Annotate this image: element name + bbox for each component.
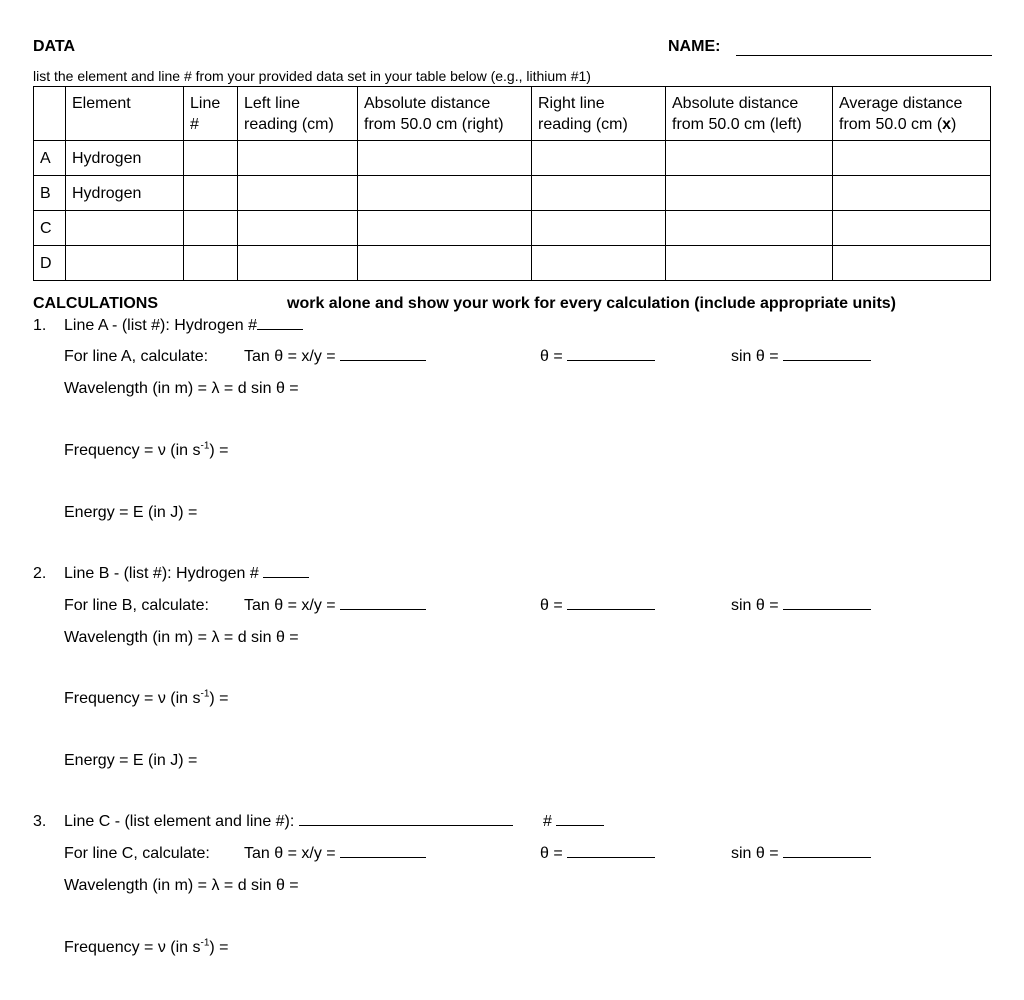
col-header-text: x <box>942 116 952 133</box>
item-2-tan <box>244 597 426 615</box>
frequency-exponent: -1 <box>200 440 210 452</box>
data-heading: DATA <box>33 38 76 55</box>
tan-text: Tan θ = x/y = <box>244 845 336 862</box>
frequency-text-end: ) = <box>209 939 229 956</box>
line-c-number-field[interactable] <box>556 825 604 826</box>
element-cell[interactable] <box>66 246 184 281</box>
col-header-text: Absolute distance <box>672 95 799 112</box>
sin-text: sin θ = <box>731 597 779 614</box>
table-row <box>34 246 991 281</box>
frequency-text-end: ) = <box>209 690 229 707</box>
line-label-text: Line B - (list #): Hydrogen # <box>64 565 259 582</box>
tan-text: Tan θ = x/y = <box>244 597 336 614</box>
abs-right-cell[interactable] <box>358 211 532 246</box>
right-reading-cell[interactable] <box>532 176 666 211</box>
line-c-element-field[interactable] <box>299 825 513 826</box>
item-2-theta <box>540 597 655 615</box>
frequency-text: Frequency = ν (in s <box>64 442 201 459</box>
col-header-line <box>184 87 238 141</box>
abs-left-cell[interactable] <box>666 176 833 211</box>
right-reading-cell[interactable] <box>532 141 666 176</box>
left-reading-cell[interactable] <box>238 211 358 246</box>
abs-right-cell[interactable] <box>358 246 532 281</box>
col-header-abs-left <box>666 87 833 141</box>
right-reading-cell[interactable] <box>532 211 666 246</box>
col-header-text: reading (cm) <box>538 116 628 133</box>
theta-field[interactable] <box>567 857 655 858</box>
name-field[interactable] <box>736 39 992 56</box>
item-3-hash <box>543 813 604 831</box>
left-reading-cell[interactable] <box>238 141 358 176</box>
line-cell[interactable] <box>184 176 238 211</box>
theta-text: θ = <box>540 845 563 862</box>
line-cell[interactable] <box>184 141 238 176</box>
item-1-number: 1. <box>33 317 47 334</box>
table-row <box>34 176 991 211</box>
row-label: C <box>34 211 66 246</box>
line-b-number-field[interactable] <box>263 577 309 578</box>
frequency-text-end: ) = <box>209 442 229 459</box>
row-label: B <box>34 176 66 211</box>
calculations-heading: CALCULATIONS <box>33 295 159 312</box>
element-cell[interactable]: Hydrogen <box>66 176 184 211</box>
average-cell[interactable] <box>833 211 991 246</box>
item-1-calc-label: For line A, calculate: <box>64 348 209 365</box>
line-label-text: Line A - (list #): Hydrogen # <box>64 317 257 334</box>
element-cell[interactable]: Hydrogen <box>66 141 184 176</box>
col-header-text: from 50.0 cm (right) <box>364 116 504 133</box>
col-header-text: ) <box>951 116 957 133</box>
item-2-frequency <box>64 690 229 708</box>
average-cell[interactable] <box>833 141 991 176</box>
col-header-text: Right line <box>538 95 605 112</box>
data-table <box>33 86 991 281</box>
left-reading-cell[interactable] <box>238 246 358 281</box>
col-header-text: Element <box>72 95 131 112</box>
item-3-tan <box>244 845 426 863</box>
item-1-tan <box>244 348 426 366</box>
table-row <box>34 211 991 246</box>
table-row <box>34 141 991 176</box>
abs-right-cell[interactable] <box>358 141 532 176</box>
item-3-wavelength: Wavelength (in m) = λ = d sin θ = <box>64 877 299 894</box>
item-1-wavelength: Wavelength (in m) = λ = d sin θ = <box>64 380 299 397</box>
theta-field[interactable] <box>567 609 655 610</box>
abs-left-cell[interactable] <box>666 211 833 246</box>
item-1-theta <box>540 348 655 366</box>
line-a-number-field[interactable] <box>257 329 303 330</box>
name-label: NAME: <box>668 38 721 55</box>
table-header-row <box>34 87 991 141</box>
item-3-calc-label: For line C, calculate: <box>64 845 210 862</box>
sin-field[interactable] <box>783 609 871 610</box>
hash-text: # <box>543 813 552 830</box>
item-3-sin <box>731 845 871 863</box>
item-2-energy: Energy = E (in J) = <box>64 752 198 769</box>
item-1-energy: Energy = E (in J) = <box>64 504 198 521</box>
sin-text: sin θ = <box>731 845 779 862</box>
item-2-number: 2. <box>33 565 47 582</box>
col-header-text: # <box>190 116 199 133</box>
tan-text: Tan θ = x/y = <box>244 348 336 365</box>
left-reading-cell[interactable] <box>238 176 358 211</box>
theta-text: θ = <box>540 348 563 365</box>
col-header-right-reading <box>532 87 666 141</box>
col-header-text: Line <box>190 95 221 112</box>
tan-field[interactable] <box>340 609 426 610</box>
average-cell[interactable] <box>833 246 991 281</box>
item-3-frequency <box>64 939 229 957</box>
sin-field[interactable] <box>783 360 871 361</box>
item-2-sin <box>731 597 871 615</box>
theta-field[interactable] <box>567 360 655 361</box>
line-label-text: Line C - (list element and line #): <box>64 813 295 830</box>
item-1-frequency <box>64 442 229 460</box>
col-header-text: Left line <box>244 95 301 112</box>
item-1-line-label <box>64 317 303 335</box>
col-header-average: Average distance from 50.0 cm (x) <box>833 87 991 141</box>
frequency-exponent: -1 <box>200 937 210 949</box>
abs-left-cell[interactable] <box>666 141 833 176</box>
sin-field[interactable] <box>783 857 871 858</box>
tan-field[interactable] <box>340 360 426 361</box>
table-instruction: list the element and line # from your provided data set in your table below (e.g., lithium #1) <box>33 68 591 84</box>
col-header-label <box>34 87 66 141</box>
item-3-number: 3. <box>33 813 47 830</box>
frequency-text: Frequency = ν (in s <box>64 939 201 956</box>
calculations-note: work alone and show your work for every calculation (include appropriate units) <box>287 295 897 312</box>
line-cell[interactable] <box>184 246 238 281</box>
col-header-text: Average distance <box>839 95 963 112</box>
col-header-text: from 50.0 cm (left) <box>672 116 802 133</box>
col-header-element <box>66 87 184 141</box>
element-cell[interactable] <box>66 211 184 246</box>
average-cell[interactable] <box>833 176 991 211</box>
item-2-line-label <box>64 565 309 583</box>
item-3-line-label <box>64 813 513 831</box>
col-header-text: Absolute distance <box>364 95 491 112</box>
sin-text: sin θ = <box>731 348 779 365</box>
item-1-sin <box>731 348 871 366</box>
col-header-abs-right <box>358 87 532 141</box>
right-reading-cell[interactable] <box>532 246 666 281</box>
col-header-left-reading <box>238 87 358 141</box>
theta-text: θ = <box>540 597 563 614</box>
abs-left-cell[interactable] <box>666 246 833 281</box>
item-2-wavelength: Wavelength (in m) = λ = d sin θ = <box>64 629 299 646</box>
tan-field[interactable] <box>340 857 426 858</box>
row-label: D <box>34 246 66 281</box>
item-3-theta <box>540 845 655 863</box>
abs-right-cell[interactable] <box>358 176 532 211</box>
col-header-text: from 50.0 cm <box>839 116 937 133</box>
frequency-exponent: -1 <box>200 688 210 700</box>
line-cell[interactable] <box>184 211 238 246</box>
item-2-calc-label: For line B, calculate: <box>64 597 209 614</box>
row-label: A <box>34 141 66 176</box>
frequency-text: Frequency = ν (in s <box>64 690 201 707</box>
col-header-text: reading (cm) <box>244 116 334 133</box>
